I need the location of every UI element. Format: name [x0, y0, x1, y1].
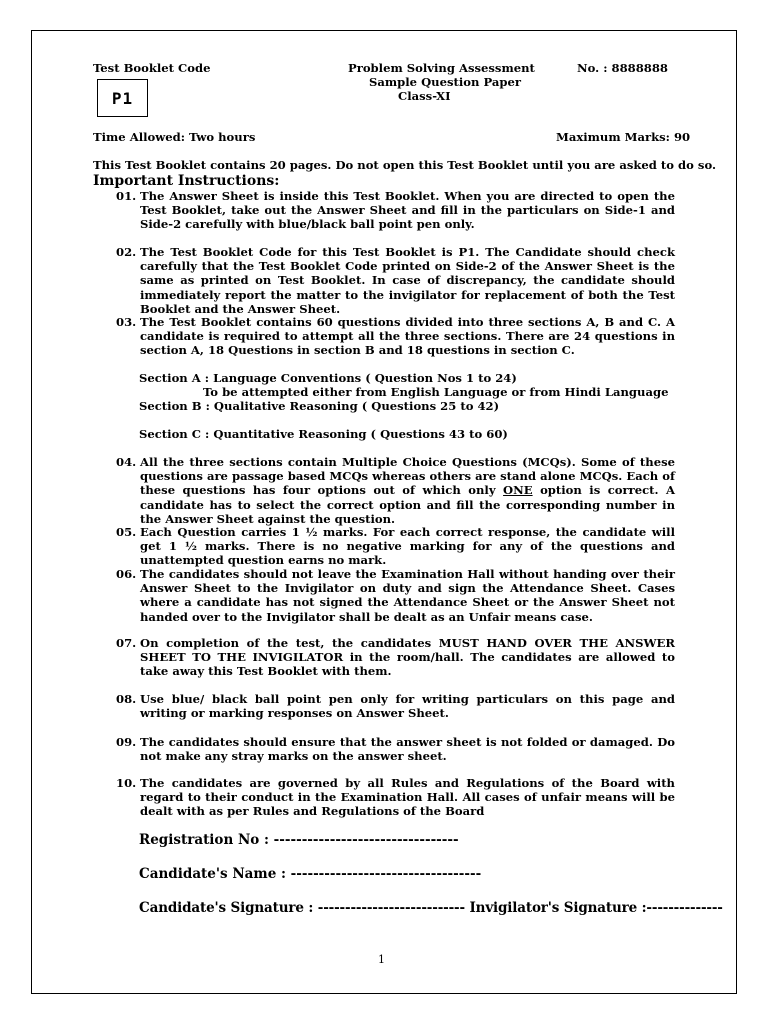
booklet-code-label: Test Booklet Code [93, 61, 211, 75]
instruction-text: All the three sections contain Multiple Choice Questions (MCQs). Some of these questions are passage based MCQs whereas others are stand alone MCQs. Each of these questions has four options out of which only ONE option is correct. A candidate has to select the correct option and fill the corresponding number in the Answer Sheet against the question. [140, 455, 675, 526]
intro-text: This Test Booklet contains 20 pages. Do not open this Test Booklet until you are asked to do so. [93, 158, 717, 172]
instruction-text: The Test Booklet contains 60 questions divided into three sections A, B and C. A candidate is required to attempt all the three sections. There are 24 questions in section A, 18 Questions in section B and 18 questions in section C. [140, 315, 675, 358]
instruction-number: 06. [116, 567, 137, 581]
instruction-text: The candidates should not leave the Examination Hall without handing over their Answer Sheet to the Invigilator on duty and sign the Attendance Sheet. Cases where a candidate has not signed the Attendance Sheet or the Answer Sheet not handed over to the Invigilator shall be dealt as an Unfair means case. [140, 567, 675, 624]
section-a-note: To be attempted either from English Language or from Hindi Language [203, 385, 669, 399]
page-number: 1 [378, 953, 385, 966]
underlined-word: ONE [503, 483, 533, 498]
instruction-text: The Test Booklet Code for this Test Booklet is P1. The Candidate should check carefully that the Test Booklet Code printed on Side-2 of the Answer Sheet is the same as printed on Test Booklet. In case of discrepancy, the candidate should immediately report the matter to the invigilator for replacement of both the Test Booklet and the Answer Sheet. [140, 245, 675, 316]
candidate-name-field: Candidate's Name : ---------------------------------- [139, 866, 482, 882]
signatures-field: Candidate's Signature : --------------------------- Invigilator's Signature :-------------- [139, 900, 723, 916]
instruction-number: 09. [116, 735, 137, 749]
instruction-number: 02. [116, 245, 137, 259]
instruction-text: The candidates should ensure that the answer sheet is not folded or damaged. Do not make any stray marks on the answer sheet. [140, 735, 675, 764]
registration-field: Registration No : --------------------------------- [139, 832, 459, 848]
assessment-title: Problem Solving Assessment [348, 61, 535, 75]
booklet-number: No. : 8888888 [577, 61, 668, 75]
instruction-number: 04. [116, 455, 137, 469]
section-a: Section A : Language Conventions ( Question Nos 1 to 24) [139, 371, 517, 385]
booklet-code: P1 [111, 88, 134, 108]
instruction-number: 05. [116, 525, 137, 539]
section-c: Section C : Quantitative Reasoning ( Questions 43 to 60) [139, 427, 508, 441]
class-label: Class-XI [398, 89, 451, 103]
instructions-heading: Important Instructions: [93, 173, 280, 189]
instruction-text: The Answer Sheet is inside this Test Booklet. When you are directed to open the Test Booklet, take out the Answer Sheet and fill in the particulars on Side-1 and Side-2 carefully with blue/black ball point pen only. [140, 189, 675, 232]
instruction-text: Use blue/ black ball point pen only for writing particulars on this page and writing or marking responses on Answer Sheet. [140, 692, 675, 721]
instruction-number: 07. [116, 636, 137, 650]
instruction-text: The candidates are governed by all Rules and Regulations of the Board with regard to their conduct in the Examination Hall. All cases of unfair means will be dealt with as per Rules and Regulations of the Board [140, 776, 675, 819]
instruction-number: 01. [116, 189, 137, 203]
instruction-number: 08. [116, 692, 137, 706]
instruction-number: 03. [116, 315, 137, 329]
maximum-marks: Maximum Marks: 90 [556, 130, 691, 144]
booklet-code-box [97, 79, 148, 117]
section-b: Section B : Qualitative Reasoning ( Questions 25 to 42) [139, 399, 500, 413]
time-allowed: Time Allowed: Two hours [93, 130, 256, 144]
paper-title: Sample Question Paper [369, 75, 521, 89]
instruction-text: On completion of the test, the candidates MUST HAND OVER THE ANSWER SHEET TO THE INVIGILATOR in the room/hall. The candidates are allowed to take away this Test Booklet with them. [140, 636, 675, 679]
instruction-text: Each Question carries 1 ½ marks. For each correct response, the candidate will get 1 ½ marks. There is no negative marking for any of the questions and unattempted question earns no mark. [140, 525, 675, 568]
instruction-number: 10. [116, 776, 137, 790]
